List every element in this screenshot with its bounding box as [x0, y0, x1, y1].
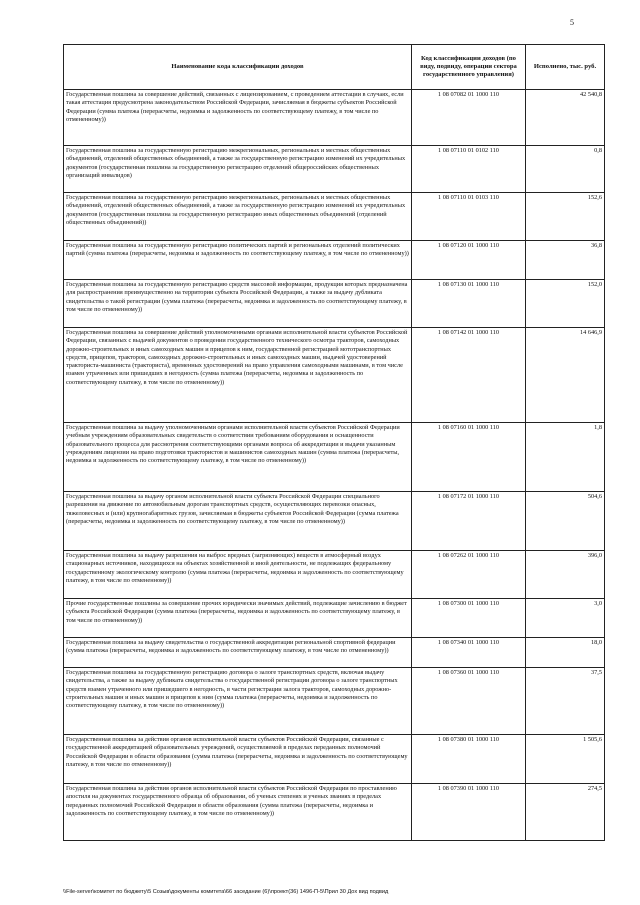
row-code-cell: 1 08 07110 01 0103 110	[412, 193, 526, 241]
row-value-cell: 396,0	[526, 551, 605, 599]
row-code-cell: 1 08 07390 01 1000 110	[412, 784, 526, 841]
row-value-cell: 42 540,8	[526, 90, 605, 146]
row-code-cell: 1 08 07262 01 1000 110	[412, 551, 526, 599]
row-name-cell: Государственная пошлина за государственную регистрацию средств массовой информации, продукция которых предназначена для распространения преимущественно на территории субъекта Российской Федерации, а также за выдачу дубликата свидетельства о такой регистрации (сумма платежа (перерасчеты, недоимка и задолженность по соответствующему платежу, в том числе по отмененному))	[64, 280, 412, 328]
row-value-cell: 0,8	[526, 146, 605, 193]
row-code-cell: 1 08 07110 01 0102 110	[412, 146, 526, 193]
table-row	[64, 328, 605, 423]
table-row	[64, 280, 605, 328]
header-value: Исполнено, тыс. руб.	[526, 45, 605, 90]
page-number: 5	[570, 18, 574, 27]
row-value-cell: 274,5	[526, 784, 605, 841]
table-body	[64, 90, 605, 841]
table-row	[64, 638, 605, 668]
row-name-cell: Государственная пошлина за государственную регистрацию договора о залоге транспортных средств, включая выдачу свидетельства, а также за выдачу дубликата свидетельства о государственной регистрации договора о залоге транспортных средств взамен утраченного или пришедшего в негодность, в части регистрации залога тракторов, самоходных дорожно-строительных машин и иных машин и прицепов к ним (сумма платежа (перерасчеты, недоимка и задолженность по соответствующему платежу, в том числе по отмененному))	[64, 668, 412, 735]
row-value-cell: 504,6	[526, 492, 605, 551]
row-name-cell: Государственная пошлина за государственную регистрацию межрегиональных, региональных и местных общественных объединений, отделений общественных объединений, а также за государственную регистрацию изменений их учредительных документов (государственная пошлина за государственную регистрацию иных общественных объединений (отделений общественных объединений))	[64, 193, 412, 241]
row-value-cell: 1 505,6	[526, 735, 605, 784]
table-row	[64, 193, 605, 241]
row-code-cell: 1 08 07380 01 1000 110	[412, 735, 526, 784]
revenue-table	[63, 44, 605, 841]
row-value-cell: 152,0	[526, 280, 605, 328]
header-code: Код классификации доходов (по виду, подвиду, операции сектора государственного управления)	[412, 45, 526, 90]
row-value-cell: 3,0	[526, 599, 605, 638]
row-code-cell: 1 08 07160 01 1000 110	[412, 423, 526, 492]
row-name-cell: Государственная пошлина за государственную регистрацию политических партий и региональных отделений политических партий (сумма платежа (перерасчеты, недоимка и задолженность по соответствующему платежу, в том числе по отмененному))	[64, 241, 412, 280]
table-row	[64, 241, 605, 280]
row-name-cell: Государственная пошлина за действия органов исполнительной власти субъектов Российской Федерации по проставлению апостиля на документах государственного образца об образовании, об ученых степенях и ученых званиях в пределах переданных полномочий Российской Федерации в области образования (сумма платежа (перерасчеты, недоимка и задолженность по соответствующему платежу, в том числе по отмененному))	[64, 784, 412, 841]
row-name-cell: Государственная пошлина за совершение действий, связанных с лицензированием, с проведением аттестации в случаях, если такая аттестация предусмотрена законодательством Российской Федерации, зачисляемая в бюджеты субъектов Российской Федерации (сумма платежа (перерасчеты, недоимка и задолженность по соответствующему платежу, в том числе по отмененному))	[64, 90, 412, 146]
row-name-cell: Государственная пошлина за совершение действий уполномоченными органами исполнительной власти субъектов Российской Федерации, связанных с выдачей документов о проведении государственного технического осмотра тракторов, самоходных дорожно-строительных и иных самоходных машин и прицепов к ним, государственной регистрацией мототранспортных средств, прицепов, тракторов, самоходных дорожно-строительных и иных самоходных машин, выдачей удостоверений тракториста-машиниста (тракториста), временных удостоверений на право управления самоходными машинами, в том числе взамен утраченных или пришедших в негодность (сумма платежа (перерасчеты, недоимка и задолженность по соответствующему платежу, в том числе по отмененному))	[64, 328, 412, 423]
row-name-cell: Государственная пошлина за выдачу органом исполнительной власти субъекта Российской Федерации специального разрешения на движение по автомобильным дорогам транспортных средств, осуществляющих перевозки опасных, тяжеловесных и (или) крупногабаритных грузов, зачисляемая в бюджеты субъектов Российской Федерации (сумма платежа (перерасчеты, недоимка и задолженность по соответствующему платежу, в том числе по отмененному))	[64, 492, 412, 551]
table-row	[64, 492, 605, 551]
row-name-cell: Государственная пошлина за выдачу уполномоченными органами исполнительной власти субъектов Российской Федерации учебным учреждениям образовательных свидетельств о соответствии требованиям оборудования и оснащенности образовательного процесса для рассмотрения соответствующими органами вопроса об аккредитации и выдачи указанным учреждениям лицензии на право подготовки трактористов и машинистов самоходных машин (сумма платежа (перерасчеты, недоимка и задолженность по соответствующему платежу, в том числе по отмененному))	[64, 423, 412, 492]
row-value-cell: 37,5	[526, 668, 605, 735]
table-row	[64, 551, 605, 599]
table-row	[64, 90, 605, 146]
row-code-cell: 1 08 07142 01 1000 110	[412, 328, 526, 423]
row-value-cell: 14 646,9	[526, 328, 605, 423]
table-row	[64, 423, 605, 492]
row-name-cell: Государственная пошлина за государственную регистрацию межрегиональных, региональных и местных общественных объединений, отделений общественных объединений, а также за государственную регистрацию изменений их учредительных документов (государственная пошлина за государственную регистрацию отделений общероссийских общественных организаций инвалидов)	[64, 146, 412, 193]
row-code-cell: 1 08 07120 01 1000 110	[412, 241, 526, 280]
row-name-cell: Прочие государственные пошлины за совершение прочих юридически значимых действий, подлежащие зачислению в бюджет субъекта Российской Федерации (сумма платежа (перерасчеты, недоимка и задолженность по соответствующему платежу, в том числе по отмененному))	[64, 599, 412, 638]
row-value-cell: 18,0	[526, 638, 605, 668]
table-row	[64, 599, 605, 638]
table-row	[64, 784, 605, 841]
row-value-cell: 152,6	[526, 193, 605, 241]
row-name-cell: Государственная пошлина за действия органов исполнительной власти субъектов Российской Федерации, связанные с государственной аккредитацией образовательных учреждений, осуществляемой в пределах переданных полномочий Российской Федерации в области образования (сумма платежа (перерасчеты, недоимка и задолженность по соответствующему платежу, в том числе по отмененному))	[64, 735, 412, 784]
header-name: Наименование кода классификации доходов	[64, 45, 412, 90]
table-row	[64, 735, 605, 784]
file-path-footer: \\File-server\комитет по бюджету\5 Созыв\документы комитета\66 заседание (6)\проект(36) 1496-П-5\Прил 30 Дох вид подвид	[63, 889, 389, 895]
table-header-row	[64, 45, 605, 90]
row-name-cell: Государственная пошлина за выдачу свидетельства о государственной аккредитации региональной спортивной федерации (сумма платежа (перерасчеты, недоимка и задолженность по соответствующему платежу, в том числе по отмененному))	[64, 638, 412, 668]
row-value-cell: 36,8	[526, 241, 605, 280]
row-code-cell: 1 08 07360 01 1000 110	[412, 668, 526, 735]
row-code-cell: 1 08 07130 01 1000 110	[412, 280, 526, 328]
row-code-cell: 1 08 07340 01 1000 110	[412, 638, 526, 668]
row-code-cell: 1 08 07082 01 1000 110	[412, 90, 526, 146]
table-row	[64, 668, 605, 735]
row-name-cell: Государственная пошлина за выдачу разрешения на выброс вредных (загрязняющих) веществ в атмосферный воздух стационарных источников, находящихся на объектах хозяйственной и иной деятельности, не подлежащих федеральному государственному экологическому контролю (сумма платежа (перерасчеты, недоимка и задолженность по соответствующему платежу, в том числе по отмененному))	[64, 551, 412, 599]
row-value-cell: 1,8	[526, 423, 605, 492]
row-code-cell: 1 08 07172 01 1000 110	[412, 492, 526, 551]
table-row	[64, 146, 605, 193]
row-code-cell: 1 08 07300 01 1000 110	[412, 599, 526, 638]
